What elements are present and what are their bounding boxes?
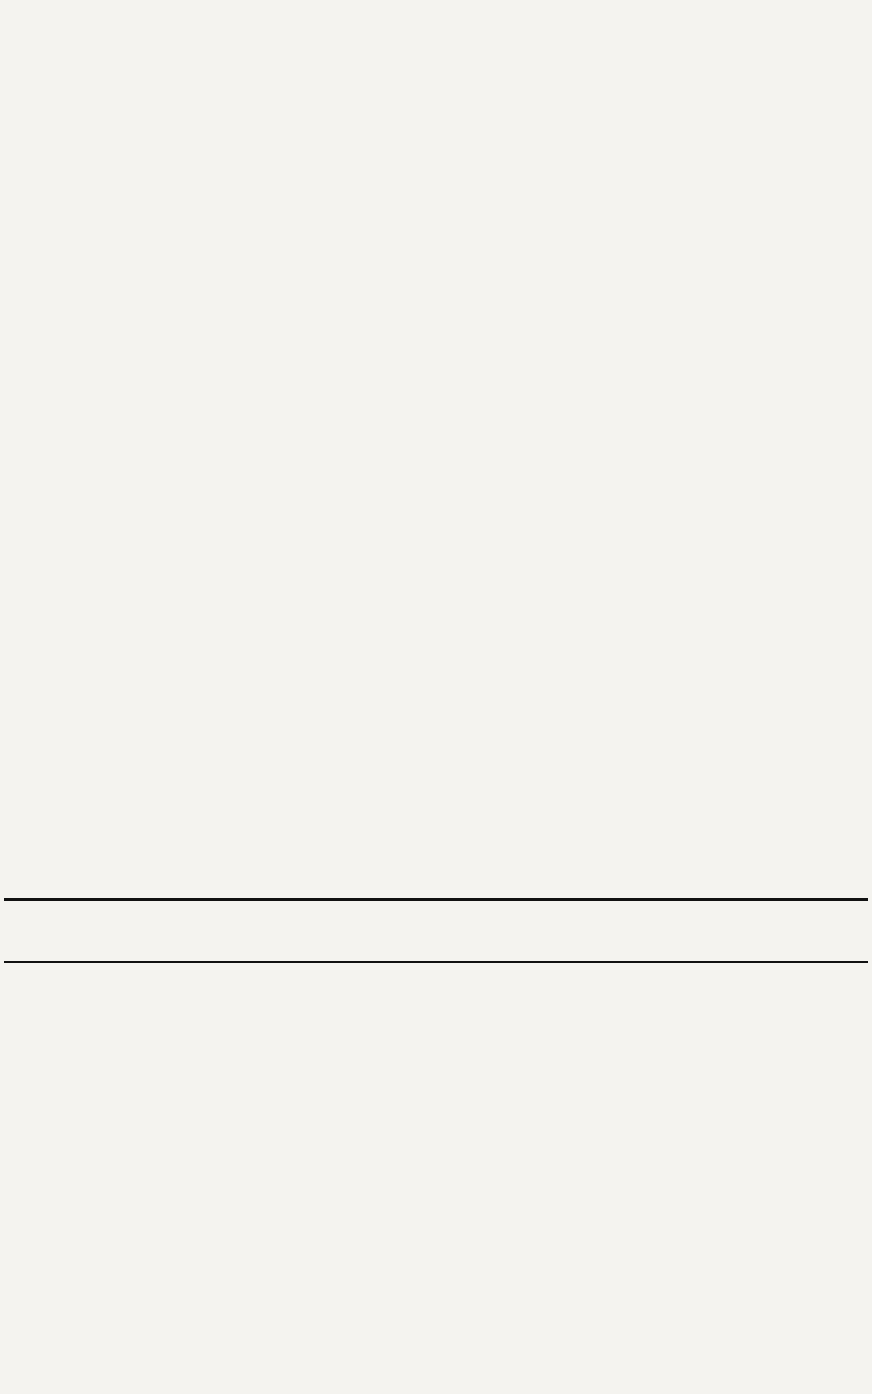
page-header bbox=[0, 0, 872, 22]
home-service-guide-banner bbox=[4, 898, 868, 963]
help-wanted-section bbox=[4, 26, 868, 894]
service-guide-section bbox=[4, 962, 868, 1390]
